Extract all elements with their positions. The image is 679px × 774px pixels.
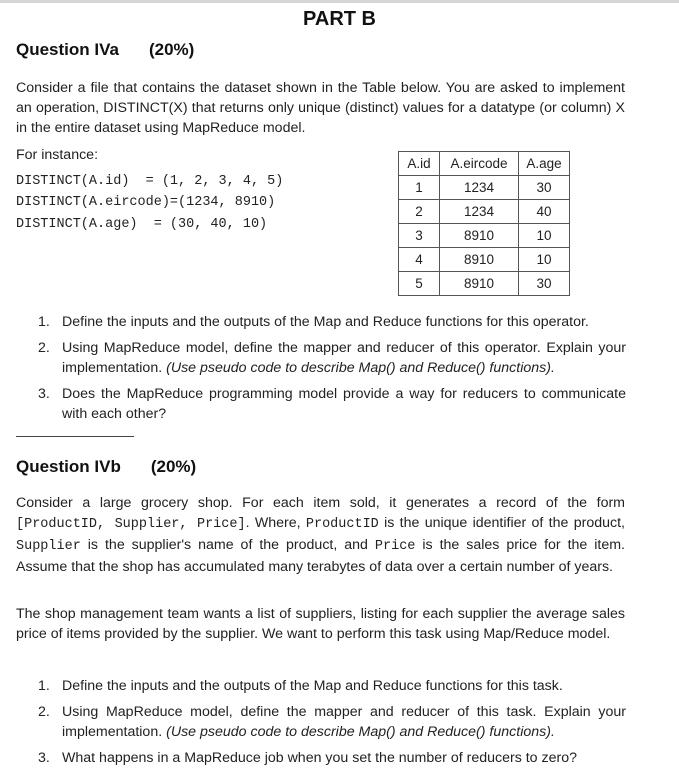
list-item-number: 1. (38, 678, 50, 694)
paragraph-text: is the sales price for the item. Assume that the shop has accumulated many terabytes of data over a certain number of years. (16, 537, 626, 575)
list-item-number: 3. (38, 750, 50, 766)
list-item (38, 748, 626, 768)
question-4a-intro: Consider a file that contains the dataset shown in the Table below. You are asked to implement an operation, DISTINCT(X) that returns only unique (distinct) values for a datatype (or column) X in the entire dataset using MapReduce model. (16, 80, 625, 136)
paragraph-text: is the supplier's name of the product, and (87, 537, 368, 553)
table-row (399, 176, 570, 200)
table-cell: 8910 (440, 224, 519, 248)
table-cell: 1234 (440, 200, 519, 224)
productid-term: ProductID (305, 517, 379, 532)
list-item-number: 1. (38, 314, 50, 330)
distinct-example-age: DISTINCT(A.age) = (30, 40, 10) (16, 217, 268, 232)
paragraph-text: is the unique identifier of the product, (384, 515, 625, 531)
question-4b-paragraph-1 (16, 493, 625, 577)
table-row (399, 248, 570, 272)
list-item-note: (Use pseudo code to describe Map() and Reduce() functions). (166, 724, 555, 740)
distinct-example-eircode: DISTINCT(A.eircode)=(1234, 8910) (16, 195, 276, 210)
table-cell: 8910 (440, 272, 519, 296)
question-4b-heading (16, 457, 196, 477)
list-item-text: Define the inputs and the outputs of the Map and Reduce functions for this task. (62, 678, 563, 694)
list-item-number: 2. (38, 340, 50, 356)
table-header: A.id (399, 152, 440, 176)
table-cell: 1234 (440, 176, 519, 200)
table-row (399, 272, 570, 296)
list-item (38, 338, 626, 378)
dataset-table (398, 151, 570, 296)
table-row (399, 200, 570, 224)
list-item-text: Define the inputs and the outputs of the Map and Reduce functions for this operator. (62, 314, 589, 330)
table-cell: 40 (519, 200, 570, 224)
table-cell: 1 (399, 176, 440, 200)
table-cell: 8910 (440, 248, 519, 272)
section-separator (16, 436, 134, 437)
distinct-example-id: DISTINCT(A.id) = (1, 2, 3, 4, 5) (16, 174, 284, 189)
question-4a-heading (16, 40, 194, 60)
price-term: Price (374, 539, 416, 554)
question-4b-paragraph-2: The shop management team wants a list of suppliers, listing for each supplier the average sales price of items provided by the supplier. We want to perform this task using Map/Reduce model. (16, 606, 625, 642)
table-cell: 10 (519, 224, 570, 248)
table-cell: 2 (399, 200, 440, 224)
table-cell: 30 (519, 176, 570, 200)
table-header: A.eircode (440, 152, 519, 176)
list-item (38, 312, 626, 332)
list-item-number: 2. (38, 704, 50, 720)
question-4b-list (38, 676, 626, 774)
paragraph-text: Consider a large grocery shop. For each item sold, it generates a record of the form (16, 495, 625, 511)
table-row (399, 224, 570, 248)
table-cell: 3 (399, 224, 440, 248)
list-item-text: Using MapReduce model, define the mapper and reducer of this task. Explain your implementation. (62, 704, 626, 740)
table-header: A.age (519, 152, 570, 176)
list-item-text: Does the MapReduce programming model provide a way for reducers to communicate with each other? (62, 386, 626, 422)
table-cell: 5 (399, 272, 440, 296)
list-item-text: Using MapReduce model, define the mapper and reducer of this operator. Explain your implementation. (62, 340, 626, 376)
table-header-row (399, 152, 570, 176)
list-item (38, 702, 626, 742)
table-cell: 10 (519, 248, 570, 272)
question-4b-title: Question IVb (16, 457, 121, 476)
top-rule (0, 0, 679, 3)
list-item (38, 676, 626, 696)
supplier-term: Supplier (16, 539, 81, 554)
list-item-number: 3. (38, 386, 50, 402)
question-4b-percent: (20%) (150, 457, 197, 476)
paragraph-text: . Where, (245, 515, 301, 531)
question-4a-list (38, 312, 626, 430)
for-instance-label: For instance: (16, 147, 99, 163)
question-4a-title: Question IVa (16, 40, 119, 59)
record-format: [ProductID, Supplier, Price] (16, 517, 246, 532)
question-4a-percent: (20%) (148, 40, 195, 59)
list-item (38, 384, 626, 424)
table-cell: 30 (519, 272, 570, 296)
table-cell: 4 (399, 248, 440, 272)
list-item-text: What happens in a MapReduce job when you set the number of reducers to zero? (62, 750, 577, 766)
list-item-note: (Use pseudo code to describe Map() and Reduce() functions). (166, 360, 555, 376)
part-title: PART B (303, 8, 376, 30)
